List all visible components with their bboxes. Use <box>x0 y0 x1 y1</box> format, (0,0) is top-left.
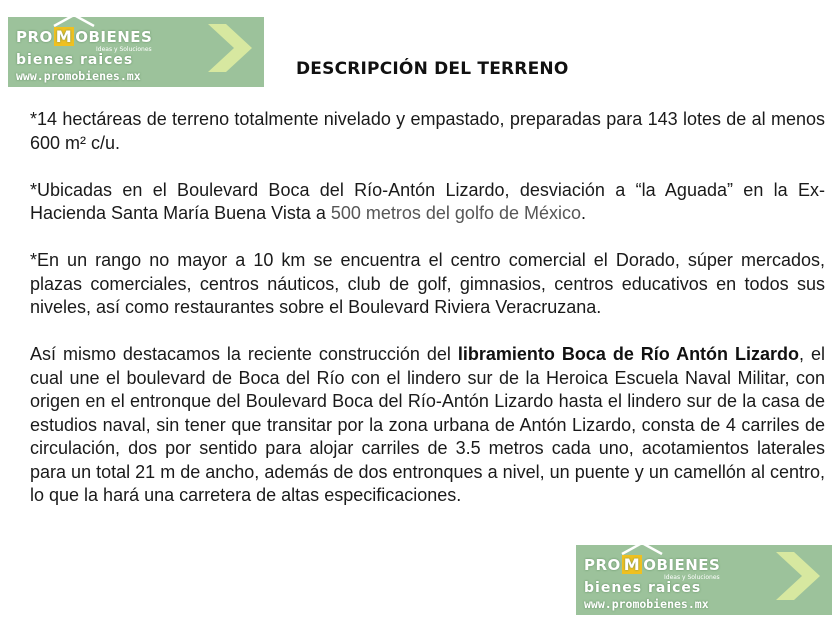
paragraph-location: *Ubicadas en el Boulevard Boca del Río-Antón Lizardo, desviación a “la Aguada” en la Ex-Hacienda Santa María Buena Vista a 500 metros del golfo de México. <box>30 179 825 223</box>
logo-tagline: Ideas y Soluciones <box>664 574 720 581</box>
logo-brand: PRO M OBIENES <box>584 555 721 574</box>
house-roof-icon <box>620 545 664 555</box>
logo-subtitle: bienes raices <box>584 580 702 596</box>
paragraph-highway: Así mismo destacamos la reciente construcción del libramiento Boca de Río Antón Lizardo, el cual une el boulevard de Boca del Río con el lindero sur de la Heroica Escuela Naval Militar, con origen en el entronque del Boulevard Boca del Río-Antón Lizardo hasta el lindero sur de la casa de estudios naval, sin tener que transitar por la zona urbana de Antón Lizardo, consta de 4 carriles de circulación, dos por sentido para alojar carriles de 3.5 metros cada uno, acotamientos laterales para un total 21 m de ancho, además de dos entronques a nivel, un puente y un camellón al centro, lo que la hará una carretera de altas especificaciones. <box>30 344 825 505</box>
promobienes-logo-top <box>8 17 264 87</box>
paragraph-hectares: *14 hectáreas de terreno totalmente nivelado y empastado, preparadas para 143 lotes de al menos 600 m² c/u. <box>30 109 825 153</box>
logo-url: www.promobienes.mx <box>584 597 709 611</box>
chevron-arrow-icon <box>204 22 254 74</box>
promobienes-logo-bottom <box>576 545 832 615</box>
paragraph-amenities: *En un rango no mayor a 10 km se encuentra el centro comercial el Dorado, súper mercados, plazas comerciales, centros náuticos, club de golf, gimnasios, centros educativos en todos sus niveles, así como restaurantes sobre el Boulevard Riviera Veracruzana. <box>30 250 825 317</box>
page-title: DESCRIPCIÓN DEL TERRENO <box>296 59 569 79</box>
logo-subtitle: bienes raices <box>16 52 134 68</box>
highlight-distance: 500 metros del golfo de México <box>330 203 581 223</box>
logo-url: www.promobienes.mx <box>16 69 141 83</box>
highway-name: libramiento Boca de Río Antón Lizardo <box>457 344 800 364</box>
chevron-arrow-icon <box>772 550 822 602</box>
logo-brand: PRO M OBIENES <box>16 27 153 46</box>
logo-tagline: Ideas y Soluciones <box>96 46 152 53</box>
description-body <box>30 108 825 531</box>
house-roof-icon <box>52 17 96 27</box>
